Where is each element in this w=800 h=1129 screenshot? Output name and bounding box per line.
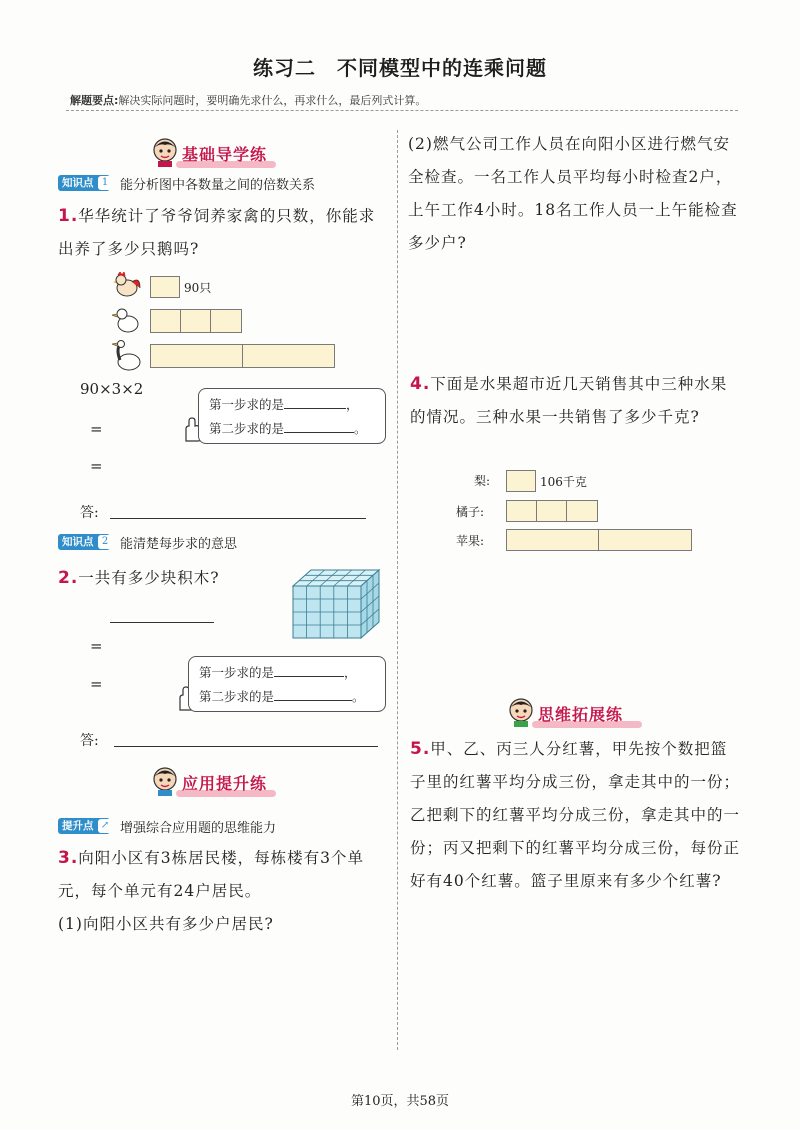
q2-answer-label: 答: [80,733,99,749]
question-text: 下面是水果超市近几天销售其中三种水果的情况。三种水果一共销售了多少千克? [410,375,728,426]
goose-bar [150,344,335,368]
poultry-icons [112,272,142,374]
upgrade-point [58,816,388,836]
question-3-part-2: (2)燃气公司工作人员在向阳小区进行燃气安全检查。一名工作人员平均每小时检查2户，上午工作4小时。18名工作人员一上午能检查多少户? [408,135,738,252]
pear-bar [506,470,536,492]
page-title: 练习二 不同模型中的连乘问题 [253,56,547,80]
q1-answer-label: 答: [80,505,99,521]
goose-icon [112,341,140,371]
orange-bar [506,500,598,522]
kp-text: 能分析图中各数量之间的倍数关系 [120,178,316,193]
q1-answer-line[interactable] [110,518,366,519]
section-apply-header [150,766,290,800]
orange-label: 橘子: [456,505,485,519]
q2-answer-line[interactable] [114,746,378,747]
section-basic-header [150,137,290,171]
q1-equals-2: = [90,457,103,475]
kp-tag: 知识点 [58,534,110,550]
apple-bar [506,529,692,551]
q1-step2-blank[interactable] [284,419,354,433]
q2-step2-label: 第二步求的是 [199,689,275,704]
kp-text: 增强综合应用题的思维能力 [120,821,277,836]
question-text: 向阳小区有3栋居民楼，每栋楼有3个单元，每个单元有24户居民。 [58,849,365,900]
chicken-icon [113,272,140,296]
question-number: 1. [58,206,79,226]
column-divider [397,130,398,1050]
duck-bar [150,309,242,333]
q2-expression-blank[interactable] [110,622,214,623]
kp-tag: 知识点 [58,175,110,191]
section-basic-title: 基础导学练 [182,145,268,164]
question-number: 2. [58,568,79,588]
q2-step1-label: 第一步求的是 [199,665,275,680]
tip-label: 解题要点: [70,94,119,107]
kp-number: 2 [98,535,112,549]
question-1 [58,200,388,266]
question-text: 甲、乙、丙三人分红薯，甲先按个数把篮子里的红薯平均分成三份，拿走其中的一份；乙把剩下的红薯平均分成三份，拿走其中的一份；丙又把剩下的红薯平均分成三份，每份正好有40个红薯。篮子里原来有多少个红薯? [410,740,741,890]
chicken-label: 90只 [184,281,212,295]
duck-icon [112,309,138,332]
section-expand-header [506,697,656,731]
solving-tip [70,92,426,108]
section-apply-title: 应用提升练 [182,774,268,793]
q2-step1-blank[interactable] [274,663,344,677]
q2-equals-1: = [90,637,103,655]
apple-label: 苹果: [456,534,485,548]
question-number: 4. [410,374,431,394]
question-2 [58,562,298,595]
question-text: 华华统计了爷爷饲养家禽的只数，你能求出养了多少只鹅吗? [58,207,376,258]
block-cube-icon [291,568,383,640]
tip-divider [66,110,738,111]
page-footer: 第10页，共58页 [350,1094,450,1109]
question-4 [410,368,740,434]
q1-step1-label: 第一步求的是 [209,397,285,412]
question-3-part-1: (1)向阳小区共有多少户居民? [58,915,274,933]
q1-step2-label: 第二步求的是 [209,421,285,436]
knowledge-point-1 [58,173,388,193]
question-5 [410,733,742,898]
section-expand-title: 思维拓展练 [538,705,624,724]
question-3 [58,842,388,908]
q2-step-bubble: 第一步求的是 ， 第二步求的是 。 [188,656,386,712]
question-number: 3. [58,848,79,868]
q1-equals-1: = [90,420,103,438]
question-text: 一共有多少块积木? [78,569,220,587]
kp-number: 1 [98,176,112,190]
pear-value: 106千克 [540,475,587,489]
q1-step-bubble: 第一步求的是 ， 第二步求的是 。 [198,388,386,444]
kp-tag: 提升点 [58,818,110,834]
question-number: 5. [410,739,431,759]
q1-step1-blank[interactable] [284,395,346,409]
pear-label: 梨: [474,474,491,488]
q1-expression: 90×3×2 [80,380,144,398]
q2-step2-blank[interactable] [274,687,352,701]
tip-text: 解决实际问题时，要明确先求什么，再求什么，最后列式计算。 [118,94,427,107]
chicken-bar [150,276,180,298]
kp-text: 能清楚每步求的意思 [120,537,238,552]
knowledge-point-2 [58,532,388,552]
kp-number: ↗ [98,819,112,833]
q2-equals-2: = [90,675,103,693]
